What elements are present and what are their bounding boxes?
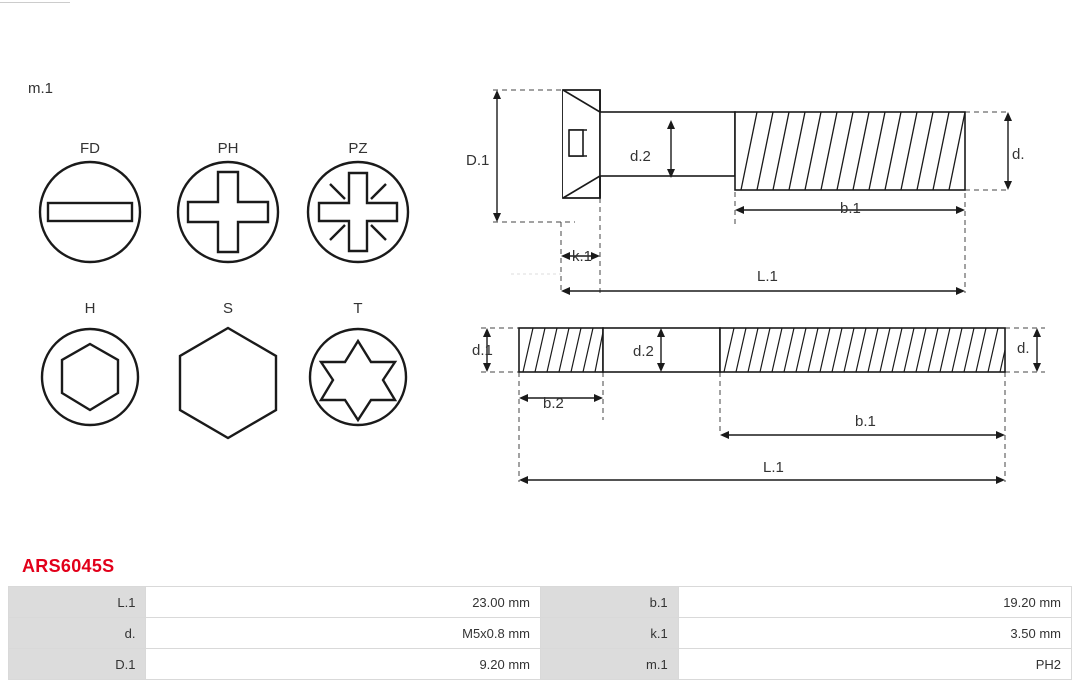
stud-dim-d1: d.1 [472, 342, 493, 359]
head-type-group-label: m.1 [28, 80, 54, 97]
spec-value: 9.20 mm [146, 649, 541, 680]
stud-dim-b2: b.2 [543, 395, 564, 412]
specification-table [8, 586, 1072, 680]
spec-key: L.1 [9, 587, 146, 618]
head-types-svg [0, 60, 460, 520]
head-type-label-pz: PZ [348, 140, 368, 157]
screw-dim-d: d. [1012, 146, 1025, 163]
head-type-label-h: H [84, 300, 96, 317]
hex-head-icon [180, 328, 276, 438]
spec-value: M5x0.8 mm [146, 618, 541, 649]
spec-value: 19.20 mm [678, 587, 1071, 618]
head-type-label-s: S [222, 300, 233, 317]
spec-key: b.1 [541, 587, 679, 618]
screw-dim-D1: D.1 [466, 152, 490, 169]
table-row [9, 587, 1072, 618]
spec-value: 3.50 mm [678, 618, 1071, 649]
part-number: ARS6045S [22, 556, 115, 576]
screw-dim-L1: L.1 [757, 268, 778, 285]
spec-key: k.1 [541, 618, 679, 649]
stud-dim-L1: L.1 [763, 459, 784, 476]
stud-dim-d2: d.2 [633, 343, 654, 360]
spec-value: 23.00 mm [146, 587, 541, 618]
phillips-head-icon [178, 162, 278, 262]
spec-key: D.1 [9, 649, 146, 680]
pozidriv-head-icon [308, 162, 408, 262]
head-type-label-t: T [353, 300, 363, 317]
spec-value: PH2 [678, 649, 1071, 680]
hex-socket-head-icon [42, 329, 138, 425]
spec-key: m.1 [541, 649, 679, 680]
screw-dim-b1: b.1 [840, 200, 861, 217]
head-type-label-ph: PH [217, 140, 239, 157]
screw-dim-d2: d.2 [630, 148, 651, 165]
spec-key: d. [9, 618, 146, 649]
torx-head-icon [310, 329, 406, 425]
stud-dim-b1: b.1 [855, 413, 876, 430]
table-row [9, 649, 1072, 680]
table-row [9, 618, 1072, 649]
stud-dim-d: d. [1017, 340, 1030, 357]
head-type-label-fd: FD [80, 140, 100, 157]
slotted-head-icon [40, 162, 140, 262]
screw-dim-k1: k.1 [572, 248, 593, 265]
